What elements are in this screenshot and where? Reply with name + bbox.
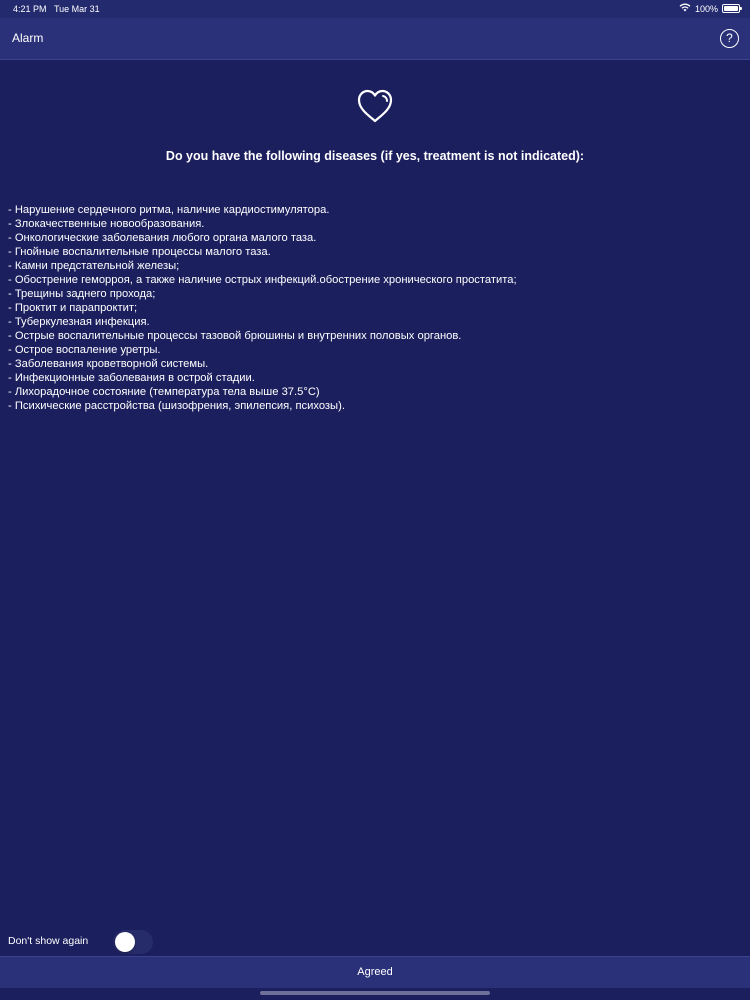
status-bar: [0, 0, 750, 18]
nav-title: Alarm: [12, 31, 44, 45]
nav-bar: [0, 18, 750, 60]
disease-item: - Гнойные воспалительные процессы малого таза.: [8, 246, 271, 258]
question-heading: Do you have the following diseases (if yes, treatment is not indicated):: [165, 149, 585, 163]
question-circle-icon: ?: [726, 31, 733, 45]
dont-show-again-row: [0, 928, 750, 956]
disease-item: - Обострение геморроя, а также наличие острых инфекций.обострение хронического простатита;: [8, 274, 517, 286]
dont-show-again-label: Don't show again: [8, 935, 89, 947]
disease-item: - Острое воспаление уретры.: [8, 344, 161, 356]
disease-item: - Психические расстройства (шизофрения, эпилепсия, психозы).: [8, 400, 345, 412]
status-date: Tue Mar 31: [54, 4, 100, 14]
disease-item: - Инфекционные заболевания в острой стадии.: [8, 372, 255, 384]
disease-item: - Трещины заднего прохода;: [8, 288, 156, 300]
disease-item: - Онкологические заболевания любого органа малого таза.: [8, 232, 317, 244]
disease-item: - Нарушение сердечного ритма, наличие кардиостимулятора.: [8, 204, 330, 216]
disease-item: - Камни предстательной железы;: [8, 260, 180, 272]
wifi-icon: [679, 3, 691, 14]
battery-icon: [722, 4, 740, 13]
disease-item: - Острые воспалительные процессы тазовой брюшины и внутренних половых органов.: [8, 330, 462, 342]
disease-item: - Заболевания кроветворной системы.: [8, 358, 209, 370]
disease-list: [8, 203, 738, 413]
home-indicator: [260, 991, 490, 995]
dont-show-again-toggle[interactable]: [113, 930, 153, 954]
status-time: 4:21 PM: [13, 4, 47, 14]
status-right: [679, 3, 740, 14]
heart-icon: [355, 86, 395, 126]
toggle-knob: [115, 932, 135, 952]
battery-percent: 100%: [694, 3, 718, 14]
disease-item: - Лихорадочное состояние (температура тела выше 37.5°C): [8, 386, 320, 398]
disease-item: - Туберкулезная инфекция.: [8, 316, 150, 328]
agreed-button[interactable]: Agreed: [0, 956, 750, 988]
disease-item: - Проктит и парапроктит;: [8, 302, 138, 314]
help-button[interactable]: [720, 29, 739, 48]
disease-item: - Злокачественные новообразования.: [8, 218, 205, 230]
battery-level: [724, 6, 738, 11]
